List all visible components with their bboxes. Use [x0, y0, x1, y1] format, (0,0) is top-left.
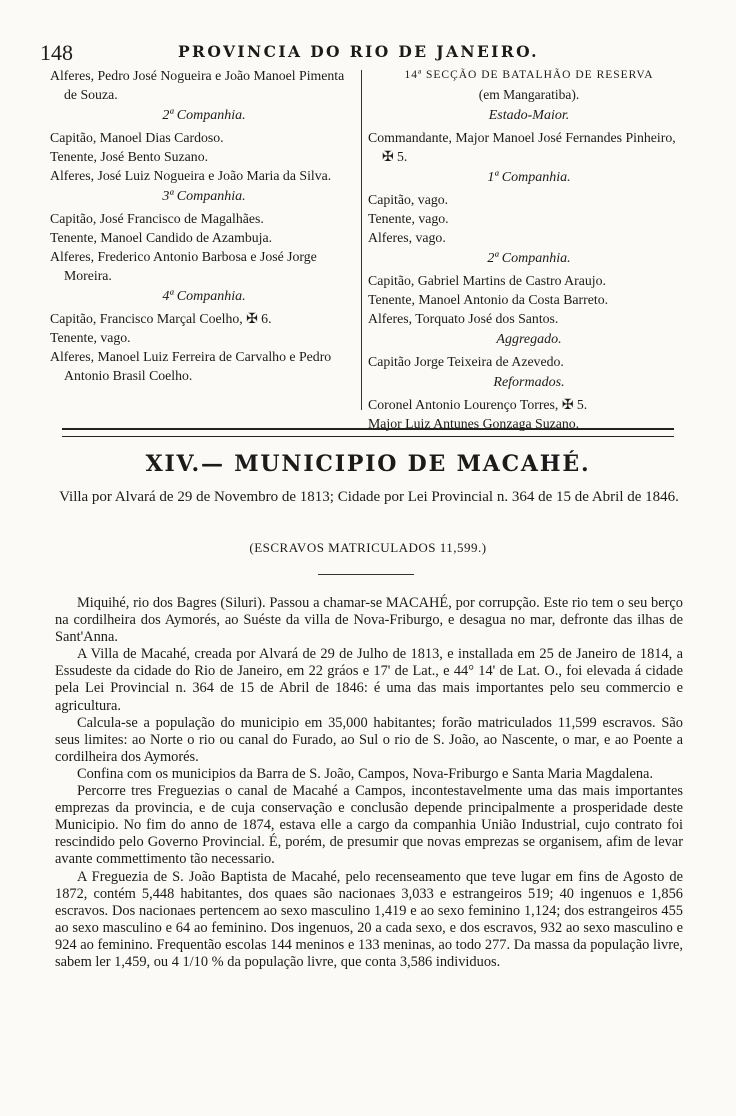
staff-heading: Estado-Maior. [488, 108, 570, 123]
body-paragraph: Percorre tres Freguezias o canal de Macahé a Campos, incontestavelmente uma das mais importantes emprezas da provincia, e de cuja conservação e conclusão depende principalmente a prosperidade deste Municipio. No fim do anno de 1874, estava elle a cargo da companhia União Industrial, cujo contrato foi rescindido pelo Governo Provincial. É, porém, de presumir que novas emprezas se organisem, afim de levar avante commettimento tão necessario. [55, 783, 683, 868]
page-number: 148 [40, 40, 73, 65]
slaves-registered-note: (ESCRAVOS MATRICULADOS 11,599.) [249, 540, 487, 555]
roster-entry: Major Luiz Antunes Gonzaga Suzano. [368, 416, 580, 431]
company-heading: 4ª Companhia. [162, 289, 246, 304]
company-heading: 2ª Companhia. [487, 251, 571, 266]
aggregate-heading: Aggregado. [496, 332, 562, 347]
roster-entry: Tenente, vago. [50, 330, 131, 345]
body-paragraph: A Freguezia de S. João Baptista de Macahé, pelo recenseamento que teve lugar em fins de Agosto de 1872, contém 5,448 habitantes, dos quaes são nacionaes 3,033 e estrangeiros 519; 40 ingenuos e 1,856 escravos. Dos nacionaes pertencem ao sexo masculino 1,419 e ao sexo feminino 1,124; dos estrangeiros 455 ao sexo masculino e 64 ao feminino. Dos ingenuos, 20 a cada sexo, e dos escravos, 932 ao sexo masculino e 924 ao feminino. Frequentão escolas 144 meninos e 133 meninas, ao todo 277. Da massa da população livre, sabem ler 1,459, ou 4 1/10 % da população livre, que conta 3,586 individuos. [55, 868, 683, 970]
roster-entry: Tenente, José Bento Suzano. [50, 149, 209, 164]
section-heading: 14ª SECÇÃO DE BATALHÃO DE RESERVA [404, 69, 654, 81]
company-heading: 3ª Companhia. [162, 189, 246, 204]
roster-entry: Alferes, Manoel Luiz Ferreira de Carvalho e Pedro Antonio Brasil Coelho. [50, 349, 332, 383]
roster-entry: Capitão, Francisco Marçal Coelho, ✠ 6. [50, 311, 272, 326]
section-divider [62, 428, 674, 437]
founding-note: Villa por Alvará de 29 de Novembro de 1813; Cidade por Lei Provincial n. 364 de 15 de Abril de 1846. [59, 489, 679, 505]
section-subheading: (em Mangaratiba). [478, 87, 580, 102]
roster-entry: Alferes, José Luiz Nogueira e João Maria da Silva. [50, 168, 332, 183]
short-divider [318, 574, 414, 575]
roster-entry: Tenente, vago. [368, 211, 449, 226]
roster-entry: Alferes, vago. [368, 230, 446, 245]
body-paragraph: Calcula-se a população do municipio em 35,000 habitantes; forão matriculados 11,599 escravos. São seus limites: ao Norte o rio ou canal do Furado, ao Sul o rio de S. João, ao Nascente, o mar, e ao Poente a cordilheira dos Aymorés. [55, 714, 683, 765]
officer-roster [50, 66, 690, 431]
roster-entry: Capitão, Gabriel Martins de Castro Araujo. [368, 273, 606, 288]
chapter-title: XIV.— MUNICIPIO DE MACAHÉ. [145, 451, 591, 477]
company-heading: 2ª Companhia. [162, 108, 246, 123]
roster-entry: Alferes, Pedro José Nogueira e João Manoel Pimenta de Souza. [50, 68, 345, 102]
roster-entry: Capitão, vago. [368, 192, 449, 207]
body-paragraph: A Villa de Macahé, creada por Alvará de 29 de Julho de 1813, e installada em 25 de Janeiro de 1814, a Essudeste da cidade do Rio de Janeiro, em 22 gráos e 17' de Lat., e 44° 14' de Lat. O., foi elevada á cidade pela Lei Provincial n. 364 de 15 de Abril de 1846: é uma das mais importantes pelo seu commercio e agricultura. [55, 646, 683, 714]
left-column [50, 66, 358, 385]
retired-heading: Reformados. [493, 375, 565, 390]
roster-entry: Commandante, Major Manoel José Fernandes Pinheiro, ✠ 5. [368, 130, 676, 164]
body-paragraph: Confina com os municipios da Barra de S. João, Campos, Nova-Friburgo e Santa Maria Magdalena. [77, 765, 654, 782]
right-column [368, 66, 690, 433]
roster-entry: Tenente, Manoel Antonio da Costa Barreto. [368, 292, 609, 307]
roster-entry: Alferes, Frederico Antonio Barbosa e José Jorge Moreira. [50, 249, 317, 283]
roster-entry: Capitão, Manoel Dias Cardoso. [50, 130, 224, 145]
roster-entry: Tenente, Manoel Candido de Azambuja. [50, 230, 273, 245]
roster-entry: Capitão, José Francisco de Magalhães. [50, 211, 264, 226]
roster-entry: Capitão Jorge Teixeira de Azevedo. [368, 354, 564, 369]
column-divider [361, 70, 362, 410]
company-heading: 1ª Companhia. [487, 170, 571, 185]
roster-entry: Alferes, Torquato José dos Santos. [368, 311, 559, 326]
roster-entry: Coronel Antonio Lourenço Torres, ✠ 5. [368, 397, 588, 412]
chapter-body [55, 595, 683, 971]
body-paragraph: Miquihé, rio dos Bagres (Siluri). Passou a chamar-se MACAHÉ, por corrupção. Este rio tem o seu berço na cordilheira dos Aymorés, ao Suéste da villa de Nova-Friburgo, e desagua no mar, defronte das ilhas de Sant'Anna. [55, 595, 683, 646]
page-header [40, 40, 696, 65]
running-title: PROVINCIA DO RIO DE JANEIRO. [178, 42, 539, 61]
